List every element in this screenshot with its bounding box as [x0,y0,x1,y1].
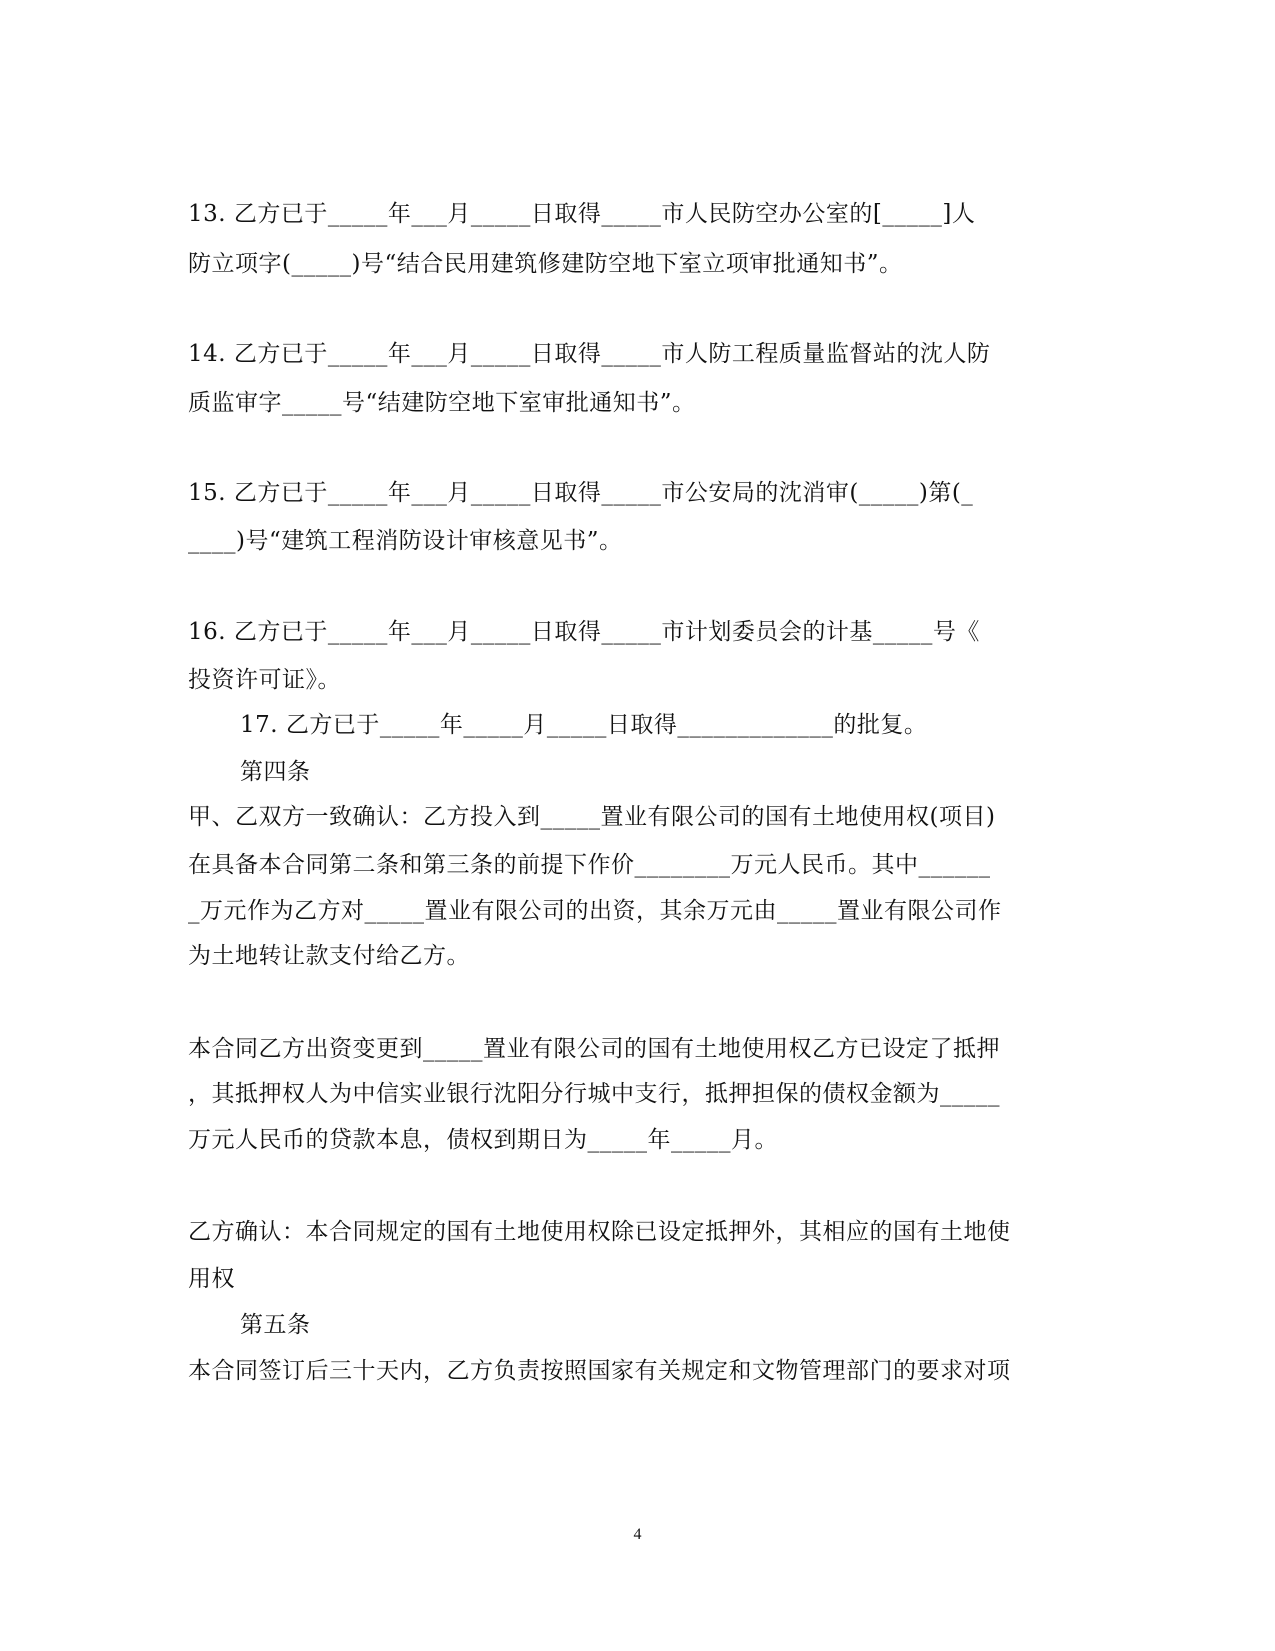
clause-16-line-2: 投资许可证》。 [188,667,341,693]
mortgage-paragraph-line-1: 本合同乙方出资变更到_____置业有限公司的国有土地使用权乙方已设定了抵押 [188,1036,1000,1062]
clause-14-line-1: 14. 乙方已于_____年___月_____日取得_____市人防工程质量监督站的沈人防 [188,341,991,367]
article-5-heading: 第五条 [240,1312,311,1338]
clause-13-line-1: 13. 乙方已于_____年___月_____日取得_____市人民防空办公室的[_____]人 [188,201,976,227]
clause-14-line-2: 质监审字_____号“结建防空地下室审批通知书”。 [188,390,696,416]
article-4-paragraph-line-4: 为土地转让款支付给乙方。 [188,943,470,969]
clause-15-line-1: 15. 乙方已于_____年___月_____日取得_____市公安局的沈消审(_____)第(_ [188,480,974,506]
page-number: 4 [633,1526,642,1543]
article-4-paragraph-line-2: 在具备本合同第二条和第三条的前提下作价________万元人民币。其中______ [188,852,991,878]
confirmation-paragraph-line-1: 乙方确认：本合同规定的国有土地使用权除已设定抵押外，其相应的国有土地使 [188,1219,1011,1245]
confirmation-paragraph-line-2: 用权 [188,1266,235,1292]
article-4-paragraph-line-1: 甲、乙双方一致确认：乙方投入到_____置业有限公司的国有土地使用权(项目) [188,804,996,830]
mortgage-paragraph-line-2: ，其抵押权人为中信实业银行沈阳分行城中支行，抵押担保的债权金额为_____ [188,1081,1000,1107]
article-4-heading: 第四条 [240,759,311,785]
clause-17-line: 17. 乙方已于_____年_____月_____日取得_____________的批复。 [240,712,928,738]
article-4-paragraph-line-3: _万元作为乙方对_____置业有限公司的出资，其余万元由_____置业有限公司作 [188,898,1002,924]
mortgage-paragraph-line-3: 万元人民币的贷款本息，债权到期日为_____年_____月。 [188,1127,778,1153]
article-5-paragraph-line-1: 本合同签订后三十天内，乙方负责按照国家有关规定和文物管理部门的要求对项 [188,1358,1011,1384]
clause-15-line-2: ____)号“建筑工程消防设计审核意见书”。 [188,528,623,554]
clause-16-line-1: 16. 乙方已于_____年___月_____日取得_____市计划委员会的计基_____号《 [188,619,980,645]
clause-13-line-2: 防立项字(_____)号“结合民用建筑修建防空地下室立项审批通知书”。 [188,251,903,277]
